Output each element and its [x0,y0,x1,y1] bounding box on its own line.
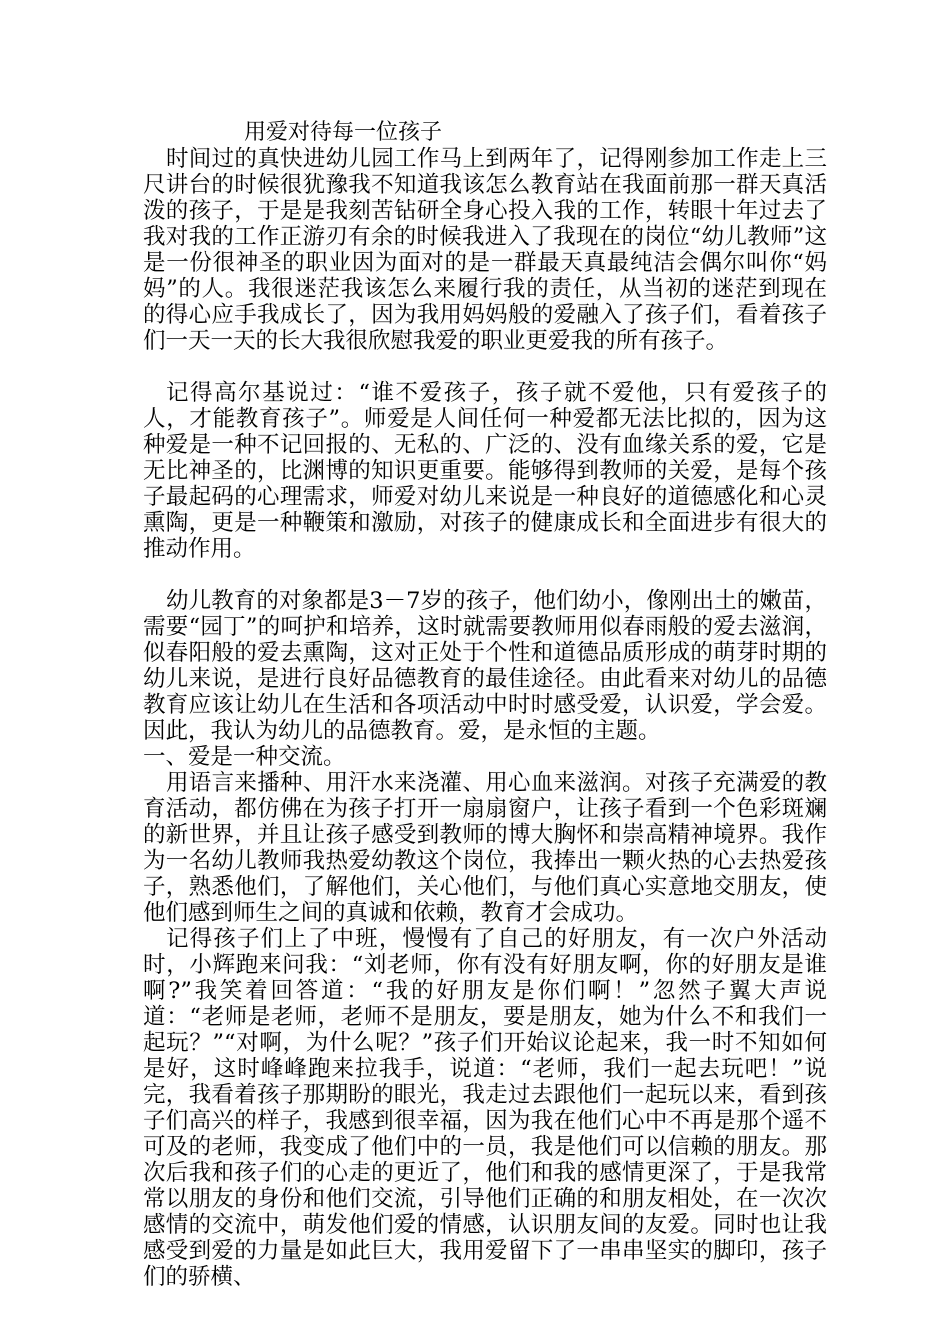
paragraph-moral-education: 幼儿教育的对象都是3－7岁的孩子，他们幼小，像刚出土的嫩苗，需要“园丁”的呵护和培养，这时就需要教师用似春雨般的爱去滋润，似春阳般的爱去熏陶，这对正处于个性和道德品质形成的萌芽时期的幼儿来说，是进行良好品德教育的最佳途径。由此看来对幼儿的品德教育应该让幼儿在生活和各项活动中时时感受爱，认识爱，学会爱。因此，我认为幼儿的品德教育。爱，是永恒的主题。 [143,588,827,744]
document-title: 用爱对待每一位孩子 [244,120,443,145]
paragraph-spacer [143,562,827,588]
paragraph-gorky-quote: 记得高尔基说过：“谁不爱孩子，孩子就不爱他，只有爱孩子的人，才能教育孩子”。师爱是人间任何一种爱都无法比拟的，因为这种爱是一种不记回报的、无私的、广泛的、没有血缘关系的爱，它是无比神圣的，比渊博的知识更重要。能够得到教师的关爱，是每个孩子最起码的心理需求，师爱对幼儿来说是一种良好的道德感化和心灵熏陶，更是一种鞭策和激励，对孩子的健康成长和全面进步有很大的推动作用。 [143,380,827,562]
paragraph-friends-story: 记得孩子们上了中班，慢慢有了自己的好朋友，有一次户外活动时，小辉跑来问我：“刘老师，你有没有好朋友啊，你的好朋友是谁啊?”我笑着回答道：“我的好朋友是你们啊！”忽然子翼大声说道：“老师是老师，老师不是朋友，要是朋友，她为什么不和我们一起玩？”“对啊，为什么呢？”孩子们开始议论起来，我一时不知如何是好，这时峰峰跑来拉我手，说道：“老师，我们一起去玩吧！”说完，我看着孩子那期盼的眼光，我走过去跟他们一起玩以来，看到孩子们高兴的样子，我感到很幸福，因为我在他们心中不再是那个遥不可及的老师，我变成了他们中的一员，我是他们可以信赖的朋友。那次后我和孩子们的心走的更近了，他们和我的感情更深了，于是我常常以朋友的身份和他们交流，引导他们正确的和朋友相处，在一次次感情的交流中，萌发他们爱的情感，认识朋友间的友爱。同时也让我感受到爱的力量是如此巨大，我用爱留下了一串串坚实的脚印，孩子们的骄横、 [143,926,827,1290]
paragraph-spacer [143,354,827,380]
section-heading-1: 一、爱是一种交流。 [143,744,346,770]
paragraph-intro: 时间过的真快进幼儿园工作马上到两年了，记得刚参加工作走上三尺讲台的时候很犹豫我不知道我该怎么教育站在我面前那一群天真活泼的孩子，于是是我刻苦钻研全身心投入我的工作，转眼十年过去了我对我的工作正游刃有余的时候我进入了我现在的岗位“幼儿教师”这是一份很神圣的职业因为面对的是一群最天真最纯洁会偶尔叫你“妈妈”的人。我很迷茫我该怎么来履行我的责任，从当初的迷茫到现在的得心应手我成长了，因为我用妈妈般的爱融入了孩子们，看着孩子们一天一天的长大我很欣慰我爱的职业更爱我的所有孩子。 [143,146,827,354]
paragraph-communication: 用语言来播种、用汗水来浇灌、用心血来滋润。对孩子充满爱的教育活动，都仿佛在为孩子打开一扇扇窗户，让孩子看到一个色彩斑斓的新世界，并且让孩子感受到教师的博大胸怀和崇高精神境界。我作为一名幼儿教师我热爱幼教这个岗位，我捧出一颗火热的心去热爱孩子，熟悉他们，了解他们，关心他们，与他们真心实意地交朋友，使他们感到师生之间的真诚和依赖，教育才会成功。 [143,770,827,926]
document-page [143,120,827,1290]
